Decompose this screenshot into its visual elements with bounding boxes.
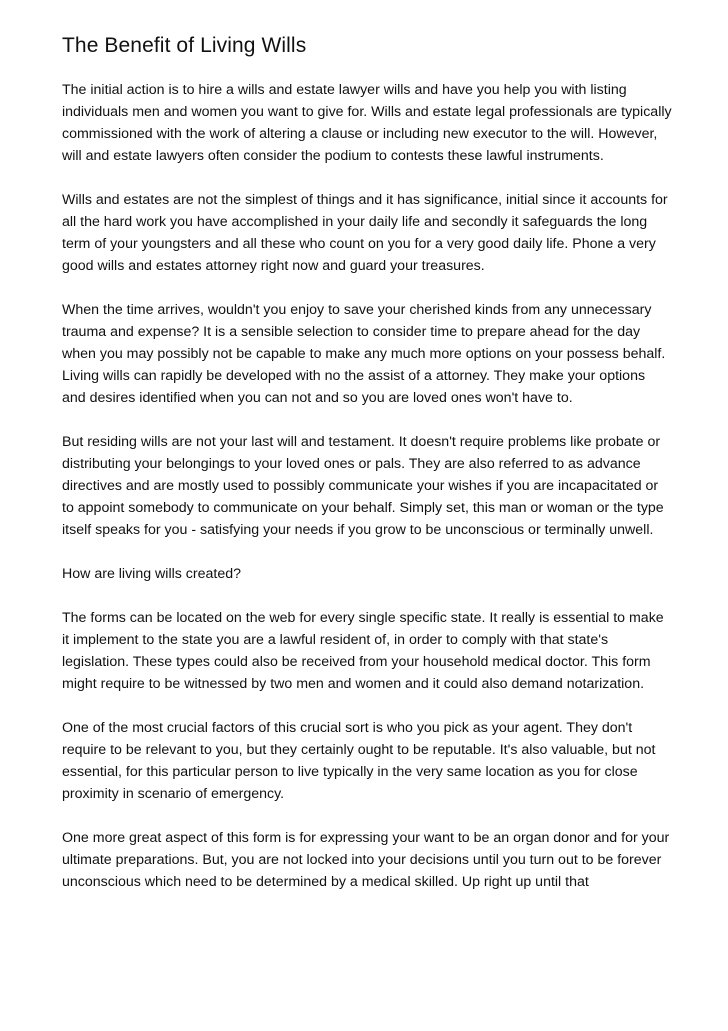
paragraph-3: When the time arrives, wouldn't you enjoy to save your cherished kinds from any unnecessary trauma and expense? It is a sensible selection to consider time to prepare ahead for the day when you may possibly not be capable to make any much more options on your possess behalf. Living wills can rapidly be developed with no the assist of a attorney. They make your options and desires identified when you can not and so you are loved ones won't have to. (62, 302, 666, 406)
document-title: The Benefit of Living Wills (62, 34, 307, 57)
paragraph-1: The initial action is to hire a wills and estate lawyer wills and have you help you with listing individuals men and women you want to give for. Wills and estate legal professionals are typically commissioned with the work of altering a clause or including new executor to the will. However, will and estate lawyers often consider the podium to contests these lawful instruments. (62, 82, 672, 164)
paragraph-4: But residing wills are not your last will and testament. It doesn't require problems like probate or distributing your belongings to your loved ones or pals. They are also referred to as advance directives and are mostly used to possibly communicate your wishes if you are incapacitated or to appoint somebody to communicate on your behalf. Simply set, this man or woman or the type itself speaks for you - satisfying your needs if you grow to be unconscious or terminally unwell. (62, 434, 664, 538)
paragraph-6: One of the most crucial factors of this crucial sort is who you pick as your agent. They don't require to be relevant to you, but they certainly ought to be reputable. It's also valuable, but not essential, for this particular person to live typically in the very same location as you for close proximity in scenario of emergency. (62, 720, 656, 802)
paragraph-2: Wills and estates are not the simplest of things and it has significance, initial since it accounts for all the hard work you have accomplished in your daily life and secondly it safeguards the long term of your youngsters and all these who count on you for a very good daily life. Phone a very good wills and estates attorney right now and guard your treasures. (62, 192, 668, 274)
paragraph-5: The forms can be located on the web for every single specific state. It really is essential to make it implement to the state you are a lawful resident of, in order to comply with that state's legislation. These types could also be received from your household medical doctor. This form might require to be witnessed by two men and women and it could also demand notarization. (62, 610, 664, 692)
section-question: How are living wills created? (62, 566, 241, 582)
paragraph-7: One more great aspect of this form is for expressing your want to be an organ donor and for your ultimate preparations. But, you are not locked into your decisions until you turn out to be forever unconscious which need to be determined by a medical skilled. Up right up until that (62, 830, 670, 890)
